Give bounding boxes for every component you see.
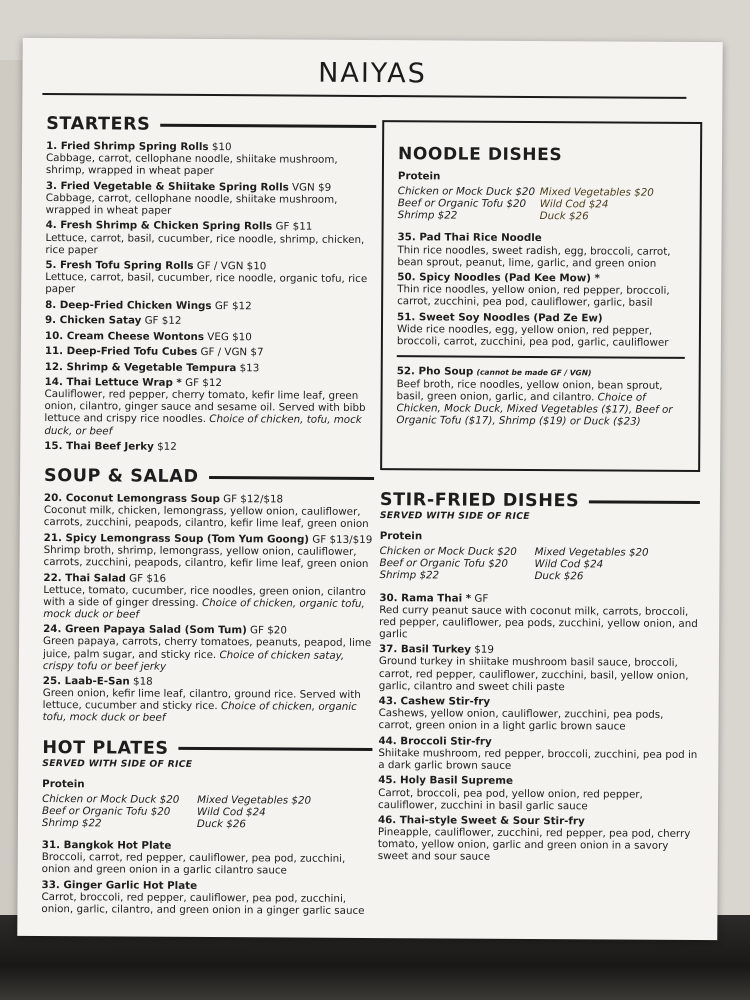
item-description-text: Pineapple, cauliflower, zucchini, red pepper, pea pod, cherry tomato, yellow onion, garlic and green onion in a savory sweet and sour sauce xyxy=(377,826,691,864)
section-rule xyxy=(209,476,374,480)
item-name: 15. Thai Beef Jerky xyxy=(44,440,154,453)
hot-plates-list xyxy=(41,839,371,917)
item-price: $10 xyxy=(208,141,232,154)
item-price: GF $12 xyxy=(181,377,222,390)
menu-item xyxy=(45,314,375,328)
item-name: 4. Fresh Shrimp & Chicken Spring Rolls xyxy=(45,219,273,233)
menu-item-pho xyxy=(396,365,684,428)
item-name: 51. Sweet Soy Noodles (Pad Ze Ew) xyxy=(397,310,603,325)
item-description xyxy=(379,604,699,642)
protein-option: Mixed Vegetables $20 xyxy=(539,186,654,199)
menu-item xyxy=(45,219,375,257)
item-description-text: Carrot, broccoli, pea pod, yellow onion, red pepper, cauliflower, zucchini in basil garlic sauce xyxy=(378,786,643,812)
hot-plates-header xyxy=(42,737,372,759)
item-description xyxy=(397,283,685,309)
item-price: $13 xyxy=(236,361,260,375)
item-description xyxy=(46,152,376,178)
item-name: 14. Thai Lettuce Wrap * xyxy=(44,376,182,390)
item-description xyxy=(397,323,685,349)
menu-item xyxy=(44,532,374,570)
right-column xyxy=(378,102,703,868)
item-name: 10. Cream Cheese Wontons xyxy=(44,329,205,343)
stir-fried-list xyxy=(378,592,700,865)
item-name: 43. Cashew Stir-fry xyxy=(378,695,491,708)
item-name: 37. Basil Turkey xyxy=(378,643,472,656)
item-choice: Choice of chicken, tofu, mock duck, or beef xyxy=(44,413,362,438)
menu-item xyxy=(45,330,375,344)
item-description xyxy=(379,655,699,693)
menu-item xyxy=(45,299,375,313)
item-name: 5. Fresh Tofu Spring Rolls xyxy=(45,259,194,273)
menu-item xyxy=(379,592,699,642)
item-description xyxy=(378,826,698,864)
item-name: 8. Deep-Fried Chicken Wings xyxy=(45,298,212,312)
item-description xyxy=(379,707,699,733)
section-rule xyxy=(160,123,376,127)
noodle-dishes-header xyxy=(397,144,686,166)
starters-header xyxy=(46,114,376,135)
item-name: 12. Shrimp & Vegetable Tempura xyxy=(44,360,237,374)
protein-option: Duck $26 xyxy=(196,817,247,831)
menu-item xyxy=(397,232,685,270)
item-price: GF $12/$18 xyxy=(219,493,284,506)
item-description-text: Cabbage, carrot, cellophane noodle, shiitake mushroom, shrimp, wrapped in wheat paper xyxy=(45,152,338,178)
menu-item xyxy=(397,271,685,309)
item-price: GF $13/$19 xyxy=(309,533,373,546)
menu-item xyxy=(379,695,699,733)
item-name: 44. Broccoli Stir-fry xyxy=(378,734,492,748)
menu-item xyxy=(43,623,373,673)
item-note: (cannot be made GF / VGN) xyxy=(476,367,592,378)
item-description-text: Beef broth, rice noodles, yellow onion, bean sprout, basil, green onion, garlic, and cilantro. xyxy=(396,378,663,404)
item-price: GF / VGN $7 xyxy=(197,346,264,359)
item-choice: Choice of chicken, organic tofu, mock duck or beef xyxy=(42,700,357,725)
protein-option: Shrimp $22 xyxy=(41,816,102,830)
menu-item xyxy=(44,440,374,454)
item-price: GF $20 xyxy=(246,624,287,637)
item-name: 25. Laab-E-San xyxy=(42,675,130,688)
item-name: 24. Green Papaya Salad (Som Tum) xyxy=(43,623,247,637)
item-price: $12 xyxy=(153,440,177,453)
restaurant-logo: NAIYAS xyxy=(318,57,427,90)
item-name: 52. Pho Soup xyxy=(396,365,474,378)
item-description xyxy=(44,504,374,530)
hot-plates-subtitle: SERVED WITH SIDE OF RICE xyxy=(42,757,193,770)
header-rule xyxy=(42,93,686,99)
protein-option: Wild Cod $24 xyxy=(534,558,604,571)
item-price: $19 xyxy=(470,643,494,657)
protein-options xyxy=(42,793,372,831)
protein-option: Chicken or Mock Duck $20 xyxy=(397,185,536,199)
menu-item xyxy=(43,572,373,622)
protein-option: Chicken or Mock Duck $20 xyxy=(42,792,180,806)
soup-salad-list xyxy=(43,492,374,725)
protein-label: Protein xyxy=(397,170,441,183)
item-description-text: Green onion, kefir lime leaf, cilantro, ground rice. Served with lettuce, cucumber and sticky rice. xyxy=(42,687,361,713)
item-description-text: Green papaya, carrots, cherry tomatoes, peanuts, peapod, lime juice, palm sugar, and sticky rice. xyxy=(42,635,372,661)
item-description xyxy=(43,635,373,673)
item-description-text: Lettuce, carrot, basil, cucumber, rice noodle, organic tofu, rice paper xyxy=(45,271,368,296)
noodle-dishes-box xyxy=(380,120,702,472)
item-description-text: Thin rice noodles, sweet radish, egg, broccoli, carrot, bean sprout, peanut, lime, garlic, and green onion xyxy=(397,243,671,270)
item-description xyxy=(378,787,698,813)
protein-option: Beef or Organic Tofu $20 xyxy=(379,557,508,571)
menu-item xyxy=(42,839,372,877)
menu-item xyxy=(45,345,375,359)
menu-item xyxy=(44,492,374,530)
item-name: 22. Thai Salad xyxy=(43,571,126,585)
left-column xyxy=(41,100,376,920)
menu-item xyxy=(44,376,374,438)
item-description-text: Thin rice noodles, yellow onion, red pepper, broccoli, carrot, zucchini, pea pod, cauliflower, garlic, basil xyxy=(397,283,670,310)
starters-list xyxy=(44,140,376,454)
menu-item xyxy=(41,879,371,917)
item-name: 20. Coconut Lemongrass Soup xyxy=(43,492,220,506)
section-rule xyxy=(589,500,700,504)
item-price: $18 xyxy=(129,675,153,688)
item-price: GF $12 xyxy=(141,314,182,328)
noodle-dishes-title: NOODLE DISHES xyxy=(397,144,563,166)
item-description xyxy=(378,747,698,773)
item-choice: Choice of chicken, organic tofu, mock duck or beef xyxy=(43,596,365,621)
item-price: VEG $10 xyxy=(203,330,252,344)
protein-option: Shrimp $22 xyxy=(379,569,440,582)
item-name: 33. Ginger Garlic Hot Plate xyxy=(41,878,198,892)
soup-salad-header xyxy=(44,466,374,488)
item-name: 9. Chicken Satay xyxy=(44,314,142,327)
item-description-text: Coconut milk, chicken, lemongrass, yellow onion, cauliflower, carrots, zucchini, peapods, cilantro, kefir lime leaf, green onion xyxy=(43,504,369,531)
protein-option: Mixed Vegetables $20 xyxy=(534,546,649,559)
menu-item xyxy=(379,643,699,693)
item-description xyxy=(43,584,373,622)
protein-option: Wild Cod $24 xyxy=(196,805,266,819)
item-price: GF / VGN $10 xyxy=(193,260,267,273)
menu-item xyxy=(378,774,698,812)
item-name: 35. Pad Thai Rice Noodle xyxy=(397,231,542,245)
item-description-text: Broccoli, carrot, red pepper, cauliflower, pea pod, zucchini, onion and green onion in a garlic cilantro sauce xyxy=(41,851,346,877)
protein-label: Protein xyxy=(379,530,423,543)
item-description xyxy=(45,271,375,297)
item-description-text: Lettuce, carrot, basil, cucumber, rice noodle, shrimp, chicken, rice paper xyxy=(45,231,365,256)
item-description-text: Cauliflower, red pepper, cherry tomato, kefir lime leaf, green onion, cilantro, ginger sauce and sesame oil. Served with bibb lettuce and crispy rice noodles. xyxy=(44,388,366,426)
protein-option: Duck $26 xyxy=(534,570,584,583)
pho-divider xyxy=(397,355,685,359)
starters-title: STARTERS xyxy=(46,114,151,135)
item-price: GF $11 xyxy=(272,220,313,234)
item-description-text: Cabbage, carrot, cellophane noodle, shiitake mushroom, wrapped in wheat paper xyxy=(45,191,338,217)
protein-option: Shrimp $22 xyxy=(397,209,458,222)
menu-sheet xyxy=(17,38,722,940)
menu-item xyxy=(378,814,698,864)
item-name: 50. Spicy Noodles (Pad Kee Mow) * xyxy=(397,271,600,285)
menu-item xyxy=(45,259,375,297)
protein-option: Duck $26 xyxy=(539,210,589,223)
item-name: 45. Holy Basil Supreme xyxy=(378,774,514,788)
item-description xyxy=(43,687,373,725)
item-choice: Choice of Chicken, Mock Duck, Mixed Vegetables ($17), Beef or Organic Tofu ($17), Shrimp ($19) or Duck ($23) xyxy=(396,391,673,429)
item-price: GF $12 xyxy=(211,299,252,313)
menu-item xyxy=(46,180,376,218)
item-description-text: Red curry peanut sauce with coconut milk, carrots, broccoli, red pepper, cauliflower, pea pods, zucchini, yellow onion, and garlic xyxy=(379,603,698,641)
item-choice: Choice of chicken satay, crispy tofu or beef jerky xyxy=(42,648,345,673)
protein-option: Beef or Organic Tofu $20 xyxy=(397,197,527,211)
item-description-text: Shrimp broth, shrimp, lemongrass, yellow onion, cauliflower, carrots, zucchini, peapods, cilantro, kefir lime leaf, green onion xyxy=(43,544,369,571)
item-name: 31. Bangkok Hot Plate xyxy=(41,839,172,852)
protein-option: Chicken or Mock Duck $20 xyxy=(379,545,517,559)
protein-option: Wild Cod $24 xyxy=(539,198,609,211)
item-price: GF $16 xyxy=(125,572,167,585)
protein-label: Protein xyxy=(42,777,85,790)
item-description-text: Cashews, yellow onion, cauliflower, zucchini, pea pods, carrot, green onion in a light garlic brown sauce xyxy=(378,707,664,733)
item-description xyxy=(46,192,376,218)
menu-item xyxy=(45,361,375,375)
menu-item xyxy=(46,140,376,178)
item-name: 11. Deep-Fried Tofu Cubes xyxy=(44,345,198,359)
item-description xyxy=(45,232,375,258)
item-price: VGN $9 xyxy=(288,181,332,194)
menu-item xyxy=(397,311,685,349)
item-description xyxy=(397,244,685,270)
item-description-text: Carrot, broccoli, red pepper, cauliflower, pea pod, zucchini, onion, garlic, cilantro, and green onion in a ginger garlic sauce xyxy=(41,890,365,917)
item-price: GF xyxy=(471,592,489,605)
protein-options xyxy=(379,545,699,583)
item-name: 1. Fried Shrimp Spring Rolls xyxy=(46,140,209,154)
item-description xyxy=(396,378,684,428)
menu-item xyxy=(378,735,698,773)
hot-plates-title: HOT PLATES xyxy=(42,737,169,759)
item-description xyxy=(44,544,374,570)
item-name: 46. Thai-style Sweet & Sour Stir-fry xyxy=(377,814,585,828)
item-name: 21. Spicy Lemongrass Soup (Tom Yum Goong) xyxy=(43,531,310,546)
item-description-text: Lettuce, tomato, cucumber, rice noodles, green onion, cilantro with a side of ginger dressing. xyxy=(43,583,366,609)
item-description xyxy=(42,851,372,877)
item-description-text: Shiitake mushroom, red pepper, broccoli, zucchini, pea pod in a dark garlic brown sauce xyxy=(378,746,698,772)
item-description-text: Ground turkey in shiitake mushroom basil sauce, broccoli, carrot, red pepper, cauliflower, zucchini, basil, yellow onion, garlic, cilantro and sweet chili paste xyxy=(378,655,689,693)
item-name: 30. Rama Thai * xyxy=(379,591,472,605)
section-rule xyxy=(179,747,373,751)
stir-fried-subtitle: SERVED WITH SIDE OF RICE xyxy=(379,510,530,523)
protein-option: Beef or Organic Tofu $20 xyxy=(41,804,171,818)
item-name: 3. Fried Vegetable & Shiitake Spring Rolls xyxy=(45,179,289,194)
protein-options xyxy=(398,185,686,223)
stir-fried-title: STIR-FRIED DISHES xyxy=(379,490,580,512)
menu-item xyxy=(43,675,373,725)
noodle-dishes-list xyxy=(397,232,686,349)
stir-fried-header xyxy=(379,490,700,512)
item-description xyxy=(41,891,371,917)
protein-option: Mixed Vegetables $20 xyxy=(197,793,312,807)
soup-salad-title: SOUP & SALAD xyxy=(44,466,199,488)
item-description xyxy=(44,388,374,438)
item-description-text: Wide rice noodles, egg, yellow onion, red pepper, broccoli, carrot, zucchini, pea pod, garlic, cauliflower xyxy=(396,323,669,349)
